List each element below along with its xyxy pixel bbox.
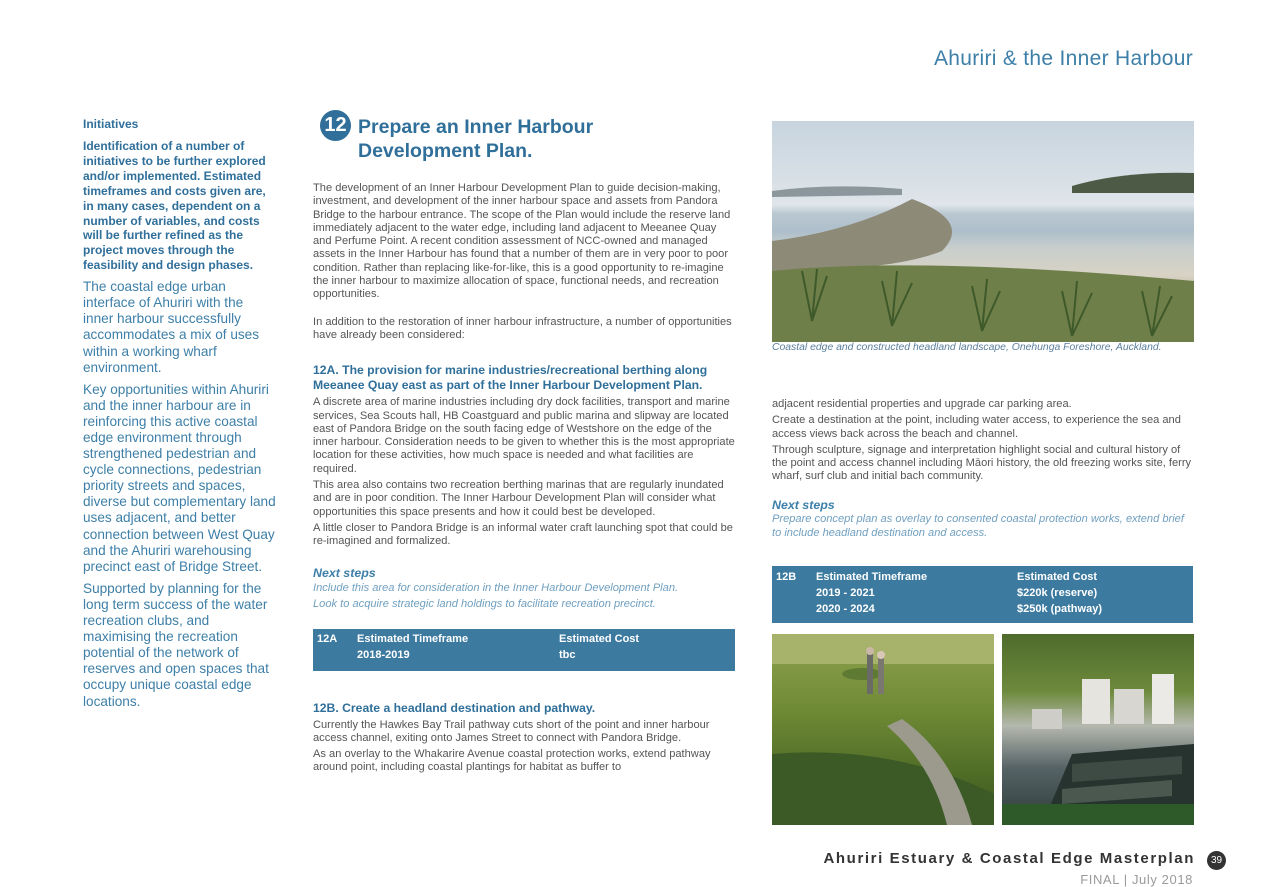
document-status: FINAL | July 2018 — [1080, 872, 1193, 887]
estimate-table-12b — [772, 566, 1193, 623]
paragraph-12b-continued: Create a destination at the point, including water access, to experience the sea and access views back across the beach and channel. — [772, 414, 1181, 440]
timeframe-header: Estimated Timeframe — [816, 571, 928, 583]
timeframe-cell: 2020 - 2024 — [816, 603, 875, 615]
paragraph-12b-continued: adjacent residential properties and upgrade car parking area. — [772, 398, 1072, 410]
cost-cell: $220k (reserve) — [1017, 587, 1098, 599]
page-number-badge: 39 — [1207, 851, 1226, 870]
sidebar-paragraph: Key opportunities within Ahuriri and the inner harbour are in reinforcing this active coastal edge environment through strengthened pedestrian and cycle connections, pedestrian priority streets and spaces, diverse but complementary land uses adjacent, and better connection between West Quay and the Ahuriri warehousing precinct east of Bridge Street. — [83, 381, 276, 574]
paragraph-12b-continued: Through sculpture, signage and interpretation highlight social and cultural history of the point and access channel including Māori history, the old freezing works site, ferry wharf, surf club and initial bach community. — [772, 443, 1192, 483]
sidebar-paragraph: The coastal edge urban interface of Ahuriri with the inner harbour successfully accommodates a mix of uses within a working wharf environment. — [83, 279, 260, 375]
waterfront-illustration — [1002, 634, 1194, 825]
heading-12a: 12A. The provision for marine industries/recreational berthing along Meeanee Quay east as part of the Inner Harbour Development Plan. — [313, 363, 708, 393]
table-id-cell: 12A — [317, 632, 338, 645]
timeframe-cell: 2019 - 2021 — [816, 587, 875, 599]
heading-12b: 12B. Create a headland destination and pathway. — [313, 700, 596, 715]
intro-paragraph: The development of an Inner Harbour Development Plan to guide decision-making, investment, and development of the inner harbour space and assets from Pandora Bridge to the harbour entrance. The scope of the Plan would include the reserve land immediately adjacent to the water edge, including land adjacent to Meeanee Quay and Perfume Point. A recent condition assessment of NCC-owned and managed assets in the Inner Harbour has found that a number of them are in very poor to poor condition. Rather than replacing like-for-like, this is a good opportunity to re-imagine the inner harbour to maximize allocation of space, functional needs, and recreation opportunities. — [313, 182, 731, 301]
table-header-row — [313, 629, 735, 647]
paragraph-12b: As an overlay to the Whakarire Avenue coastal protection works, extend pathway around point, including coastal plantings for habitat as buffer to — [313, 748, 711, 774]
paragraph-12b: Currently the Hawkes Bay Trail pathway cuts short of the point and inner harbour access channel, exiting onto James Street to connect with Pandora Bridge. — [313, 718, 710, 744]
boardwalk-photo — [772, 634, 994, 825]
waterfront-steps-photo — [1002, 634, 1194, 825]
table-row — [772, 585, 1193, 601]
intro-paragraph-2: In addition to the restoration of inner harbour infrastructure, a number of opportunities have already been considered: — [313, 315, 732, 341]
estimate-table-12a — [313, 629, 735, 671]
next-steps-heading-12a: Next steps — [313, 565, 376, 580]
section-title: Ahuriri & the Inner Harbour — [933, 47, 1193, 70]
next-steps-heading-12b: Next steps — [772, 497, 835, 512]
paragraph-12a: This area also contains two recreation berthing marinas that are regularly inundated and are in poor condition. The Inner Harbour Development Plan will consider what opportunities this space presents and how it could best be developed. — [313, 479, 724, 518]
table-header-row — [772, 566, 1193, 585]
timeframe-cell: 2018-2019 — [357, 648, 410, 661]
coastal-photo-illustration — [772, 121, 1194, 342]
initiative-12-column — [313, 110, 738, 775]
cost-header: Estimated Cost — [559, 632, 640, 645]
timeframe-header: Estimated Timeframe — [357, 632, 469, 645]
sidebar-paragraph: Supported by planning for the long term success of the water recreation clubs, and maximising the recreation potential of the network of reserves and open spaces that occupy unique coastal edge locations. — [83, 580, 269, 709]
table-row — [313, 647, 735, 671]
cost-header: Estimated Cost — [1017, 571, 1098, 583]
initiatives-intro: Identification of a number of initiatives to be further explored and/or implemented. Estimated timeframes and costs given are, in many cases, dependent on a number of variables, and costs will be further refined as the project moves through the feasibility and design phases. — [83, 139, 266, 273]
page-title: Prepare an Inner Harbour Development Plan. — [358, 116, 594, 162]
table-row — [772, 601, 1193, 623]
photo-caption: Coastal edge and constructed headland landscape, Onehunga Foreshore, Auckland. — [772, 342, 1162, 353]
document-title: Ahuriri Estuary & Coastal Edge Masterplan — [823, 850, 1195, 867]
initiatives-sidebar — [83, 117, 276, 716]
boardwalk-illustration — [772, 634, 994, 825]
initiative-number-badge: 12 — [320, 110, 351, 141]
table-id-cell: 12B — [776, 571, 797, 583]
right-column-text — [772, 398, 1192, 541]
paragraph-12a: A discrete area of marine industries including dry dock facilities, transport and marine services, Sea Scouts hall, HB Coastguard and public marina and slipway are located east of Pandora Bridge on the south facing edge of Westshore on the edge of the inner harbour. Consideration needs to be given to whether this is the most appropriate location for these activities, how much space is needed and what facilities are required. — [313, 396, 735, 475]
coastal-headland-photo — [772, 121, 1194, 342]
paragraph-12a: A little closer to Pandora Bridge is an informal water craft launching spot that could be re-imagined and formalized. — [313, 521, 733, 548]
next-step-item: Prepare concept plan as overlay to consented coastal protection works, extend brief to include headland destination and access. — [772, 512, 1184, 540]
initiatives-heading: Initiatives — [83, 117, 139, 131]
next-step-item: Include this area for consideration in the Inner Harbour Development Plan. — [313, 581, 679, 594]
next-step-item: Look to acquire strategic land holdings to facilitate recreation precinct. — [313, 597, 656, 610]
cost-cell: tbc — [559, 648, 576, 661]
cost-cell: $250k (pathway) — [1017, 603, 1102, 615]
